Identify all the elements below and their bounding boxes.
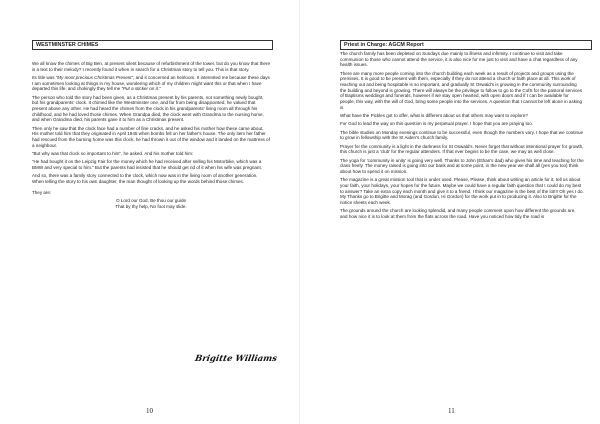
paragraph: For God to lead the way on this question is my perpetual prayer. I hope that you are praying too. (340, 121, 534, 127)
poem-line: O Lord our God, Be thou our guide (115, 198, 187, 204)
quoted-phrase: “Put a sticker on it.” (121, 86, 161, 92)
author-signature: Brigitte Williams (194, 354, 278, 364)
paragraph (32, 75, 270, 92)
paragraph: There are many more people coming into the church building each week as a result of projects and groups using the premises. It is good to be present with them, especially if they do not attend a church or faith place at all. This work of reaching out and being hospitable is so important, and gradually St Oswald's is growing in the community surrounding the building and beyond is growing. There will always be the privilege to follow to go to the CofS for the pastoral services of Baptisms weddings and funerals, however if we stay open hearted, with open doors and if I can be available for people, this way, with the will of God, bring some people into the services. A question that I cannot be left alone in asking is (340, 70, 583, 110)
paragraph: The church family has been depleted on Sundays due mainly to illness and infirmity. I continue to visit and take communion to those who cannot attend the service, it is also nice for me just to visit and have a chat regardless of any health issues. (340, 51, 578, 68)
poem (32, 198, 270, 209)
paragraph: Prayer for the community is a light in the darkness for St Oswald's. Never forget that without intentional prayer for growth, this church is just a 'club' for the regular attenders. If that ever begins to be the case, we may as well close. (340, 143, 584, 155)
page-number: 10 (146, 407, 153, 415)
quoted-title: “My most precious Christmas Present” (55, 75, 134, 80)
paragraph: The yoga for 'community in unity' is going very well. Thanks to John (Ethan's dad) who gives his time and teaching for the class freely. The money raised is going into our bank and at some point, in the new year we shall all (yes you too) think about how to spend it on mission. (340, 157, 584, 174)
paragraph: And so, there was a family story connected to the clock, which now was in the living room of another generation. When telling the story to his own daughter, the man thought of looking up the words behind those chimes. (32, 173, 258, 184)
paragraph: The grounds around the church are looking splendid, and many people comment upon how different the grounds are, and how nice it is to look at them from the flats across the road. Have you noticed how tidy the road is (340, 208, 576, 219)
poem-line: That by thy help, No foot may slide. (115, 203, 187, 209)
article-body (32, 61, 270, 210)
paragraph-text: Its title was (32, 75, 56, 80)
paragraph: The magazine is a great mission tool that is under used. Please, Please, think about writing an article for it, tell us about your faith, your holidays, your hopes for the future. Maybe we could have a regular faith question that I could do my best to answer? Take an extra copy each month and give it to a friend. I think our magazine is the best of the lot!!! Oh yes I do. My Thanks go to Brigitte and Morag (and Gordon, Hi Gordon) for the work put in to producing it. Also to Brigitte for the notice sheets each week. (340, 177, 584, 205)
paragraph: The person who told the story had been given, as a Christmas present by his parents, not something newly bought, but his grandparents' clock. It chimed like the Westminster one, and far from being disappointed, he valued that present above any other. He had heard the chimes from the clock in his grandparents' living room all through his childhood, and he had loved those chimes. When Grandpa died, the clock went with Grandma to the nursing home, and when Grandma died, his parents gave it to him as a Christmas present. (32, 94, 264, 123)
paragraph: “But why was that clock so important to him”, he asked. And his mother told him: (32, 150, 194, 156)
paragraph: The bible studies on Monday evenings continue to be successful, even though the numbers vary. I hope that we continue to grow in fellowship with the St Aiden's church family. (340, 129, 584, 141)
paragraph: We all know the chimes of Big Ben, at present silent because of refurbishment of the tower, but do you know that there is a text to their melody? I recently found it when in search for a Christmas story to tell you. This is that story. (32, 61, 271, 72)
article-body (340, 51, 584, 222)
article-heading: WESTMINSTER CHIMES (32, 40, 273, 50)
paragraph: Then only he saw that the clock face had a number of fine cracks, and he asked his mother how these came about. His mother told him that they originated in April 1945 when bombs fell on her father's house. The only item her father had rescued from the burning home was this clock, he had thrown it out of the window and it landed on the mattress of a neighbour. (32, 125, 270, 148)
right-page (300, 0, 600, 424)
paragraph: What have the Pickles got to offer, what is different about us that others may want to explore? (340, 112, 528, 118)
article-heading: Priest in Charge: AGCM Report (340, 40, 592, 50)
page-number: 11 (448, 407, 455, 415)
paragraph-text: , and it concerned an heirloom. It interested me because these days I am sometimes looking at things in my house, wondering which of my children might want this or that when I have departed this life, and chokingly they tell me (32, 75, 270, 92)
paragraph: “He had bought it on the Leipzig Fair for the money which he had received after selling his Motorbike, which was a BMW and very special to him.” But the parents had insisted that he should get rid of it when his wife was pregnant. (32, 159, 262, 170)
paragraph: They are: (32, 189, 52, 195)
